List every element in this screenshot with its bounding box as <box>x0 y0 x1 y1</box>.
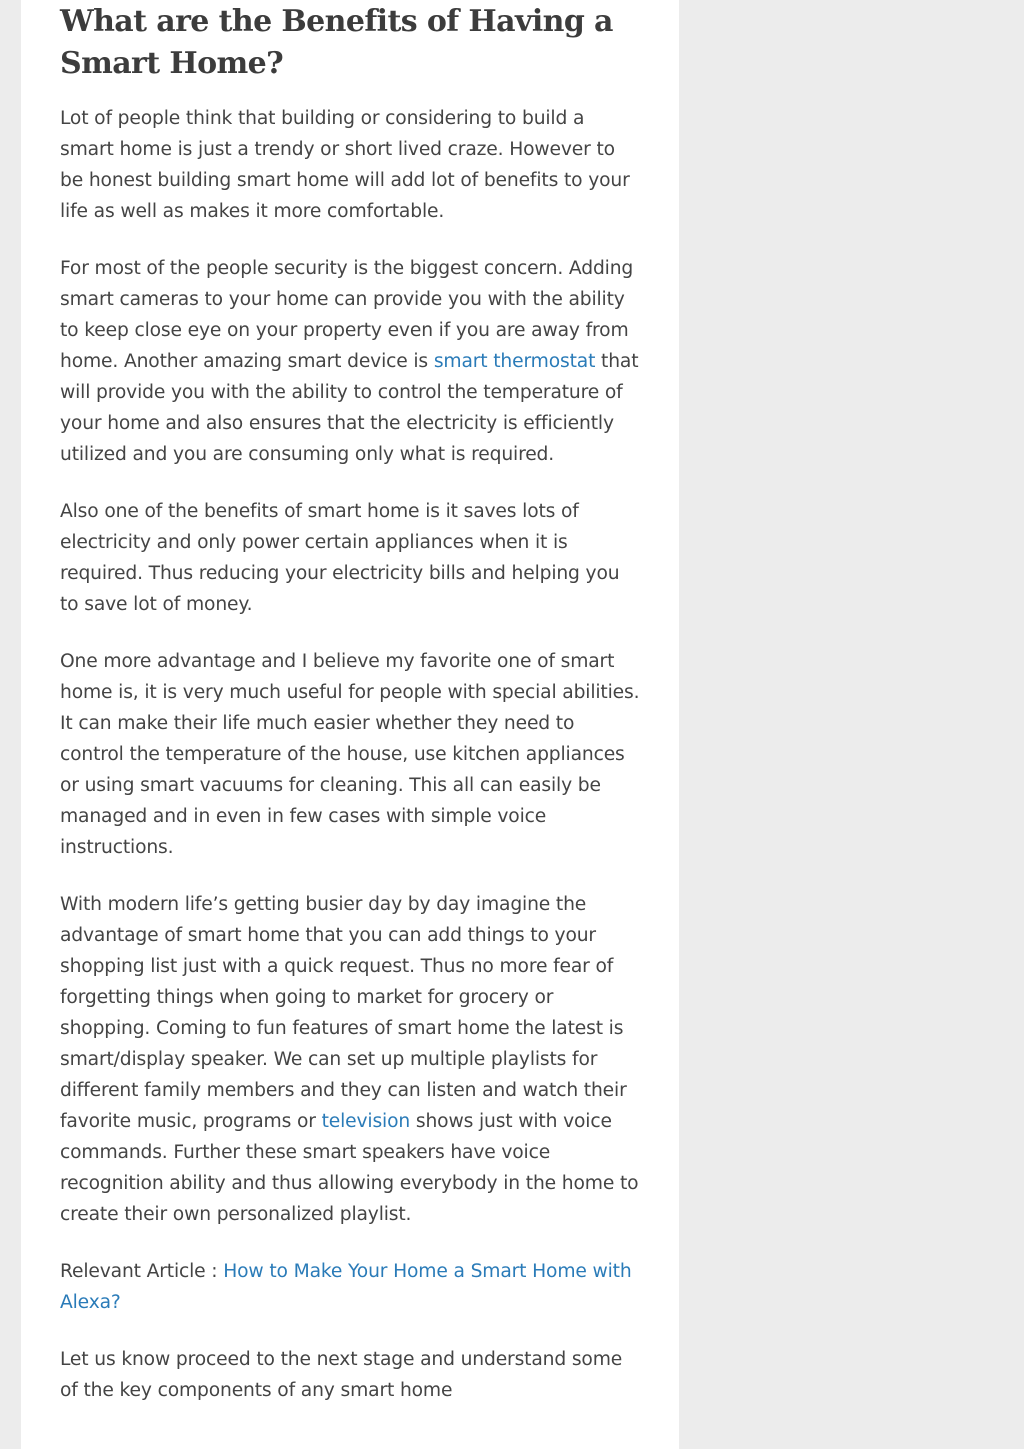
paragraph-accessibility: One more advantage and I believe my favorite one of smart home is, it is very much useful for people with special abilities. It can make their life much easier whether they need to control the temperature of the house, use kitchen appliances or using smart vacuums for cleaning. This all can easily be managed and in even in few cases with simple voice instructions. <box>60 651 640 858</box>
television-link[interactable]: television <box>321 1111 411 1132</box>
relevant-article <box>60 1256 643 1318</box>
paragraph-next-stage: Let us know proceed to the next stage and understand some of the key components of any smart home <box>60 1349 623 1401</box>
paragraph-speakers-text-1: With modern life’s getting busier day by day imagine the advantage of smart home that you can add things to your shopping list just with a quick request. Thus no more fear of forgetting things when going to market for grocery or shopping. Coming to fun features of smart home the latest is smart/display speaker. We can set up multiple playlists for different family members and they can listen and watch their favorite music, programs or <box>60 894 627 1132</box>
paragraph-security-text-1: For most of the people security is the biggest concern. Adding smart cameras to your home can provide you with the ability to keep close eye on your property even if you are away from home. Another amazing smart device is <box>60 258 634 372</box>
paragraph-speakers-text-2: shows just with voice commands. Further these smart speakers have voice recognition ability and thus allowing everybody in the home to create their own personalized playlist. <box>60 1111 639 1225</box>
article-content <box>21 0 679 1449</box>
paragraph-intro: Lot of people think that building or considering to build a smart home is just a trendy or short lived craze. However to be honest building smart home will add lot of benefits to your life as well as makes it more comfortable. <box>60 108 630 222</box>
article-heading: What are the Benefits of Having a Smart Home? <box>60 4 613 81</box>
paragraph-security-text-2: that will provide you with the ability to control the temperature of your home and also ensures that the electricity is efficiently utilized and you are consuming only what is required. <box>60 351 639 465</box>
paragraph-electricity: Also one of the benefits of smart home is it saves lots of electricity and only power certain appliances when it is required. Thus reducing your electricity bills and helping you to save lot of money. <box>60 501 620 615</box>
paragraph-speakers <box>60 889 643 1230</box>
smart-thermostat-link[interactable]: smart thermostat <box>433 351 596 372</box>
relevant-article-link[interactable]: How to Make Your Home a Smart Home with Alexa? <box>60 1261 632 1313</box>
relevant-article-label: Relevant Article : <box>60 1261 224 1282</box>
paragraph-security <box>60 253 643 470</box>
